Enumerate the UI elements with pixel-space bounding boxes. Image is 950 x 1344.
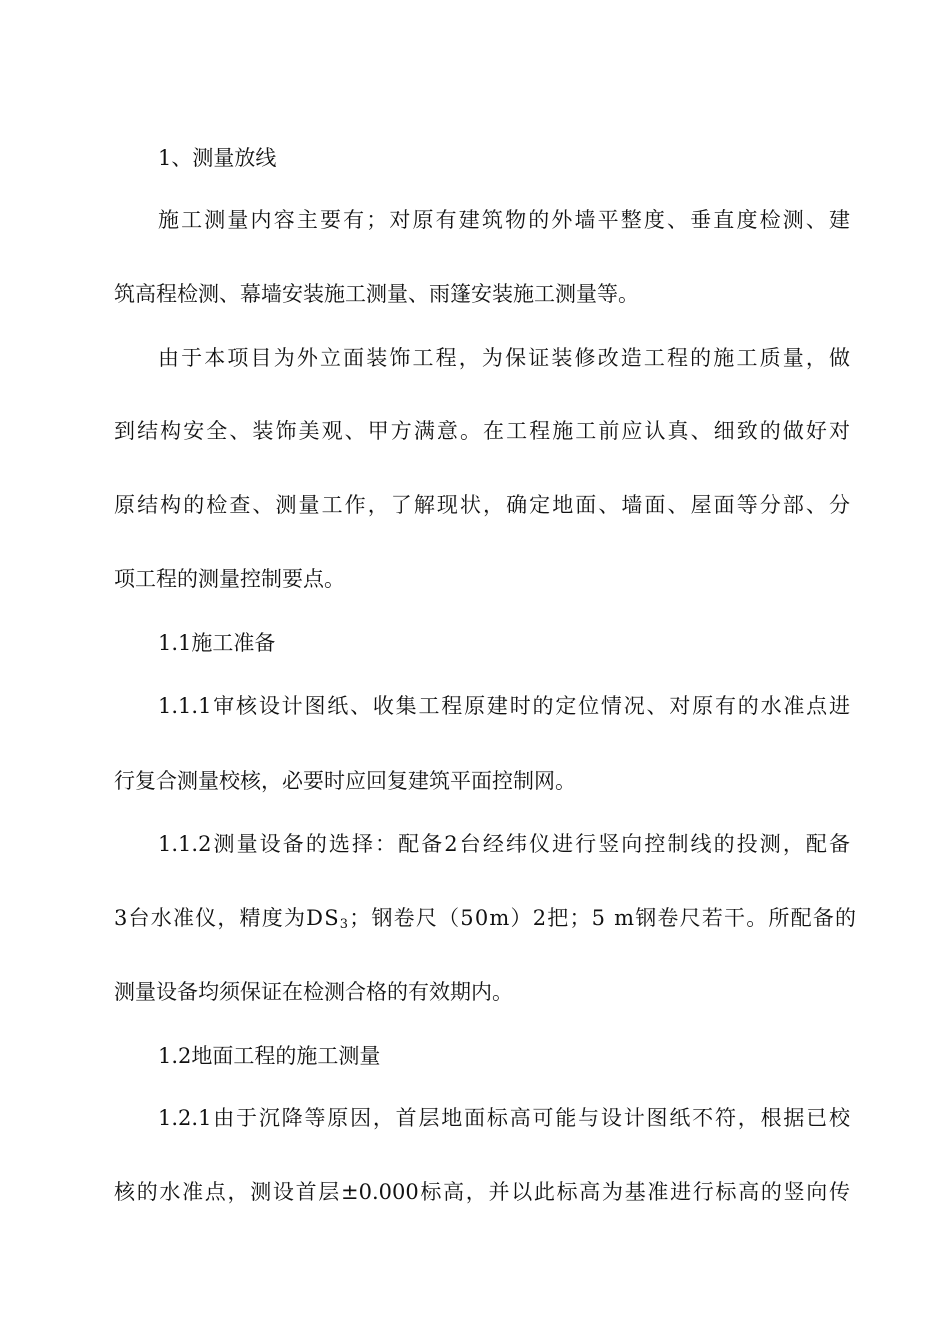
paragraph-3-line-2: 行复合测量校核，必要时应回复建筑平面控制网。 [114,769,576,793]
heading-construction-preparation: 1.1施工准备 [158,631,276,655]
paragraph-3-line-1: 1.1.1审核设计图纸、收集工程原建时的定位情况、对原有的水准点进 [158,694,850,718]
heading-floor-survey: 1.2地面工程的施工测量 [158,1044,381,1068]
paragraph-5-line-1: 1.2.1由于沉降等原因，首层地面标高可能与设计图纸不符，根据已校 [158,1106,850,1130]
paragraph-4-line-2-part-a: 3台水准仪，精度为DS [114,906,340,930]
paragraph-4-line-3: 测量设备均须保证在检测合格的有效期内。 [114,980,513,1004]
heading-survey-setting-out: 1、测量放线 [158,146,277,170]
paragraph-4-line-2 [114,903,858,933]
paragraph-2-line-4: 项工程的测量控制要点。 [114,567,345,591]
paragraph-4-line-2-part-b: ；钢卷尺（50m）2把；5 m钢卷尺若干。所配备的 [349,906,858,930]
paragraph-4-line-1: 1.1.2测量设备的选择：配备2台经纬仪进行竖向控制线的投测，配备 [158,832,850,856]
paragraph-2-line-1: 由于本项目为外立面装饰工程，为保证装修改造工程的施工质量，做 [158,346,850,370]
paragraph-2-line-3: 原结构的检查、测量工作，了解现状，确定地面、墙面、屋面等分部、分 [114,493,850,517]
paragraph-5-line-2: 核的水准点，测设首层±0.000标高，并以此标高为基准进行标高的竖向传 [114,1180,850,1204]
paragraph-1-line-1: 施工测量内容主要有；对原有建筑物的外墙平整度、垂直度检测、建 [158,208,850,232]
paragraph-1-line-2: 筑高程检测、幕墙安装施工测量、雨篷安装施工测量等。 [114,282,639,306]
paragraph-2-line-2: 到结构安全、装饰美观、甲方满意。在工程施工前应认真、细致的做好对 [114,419,850,443]
ds3-subscript: 3 [339,917,350,932]
